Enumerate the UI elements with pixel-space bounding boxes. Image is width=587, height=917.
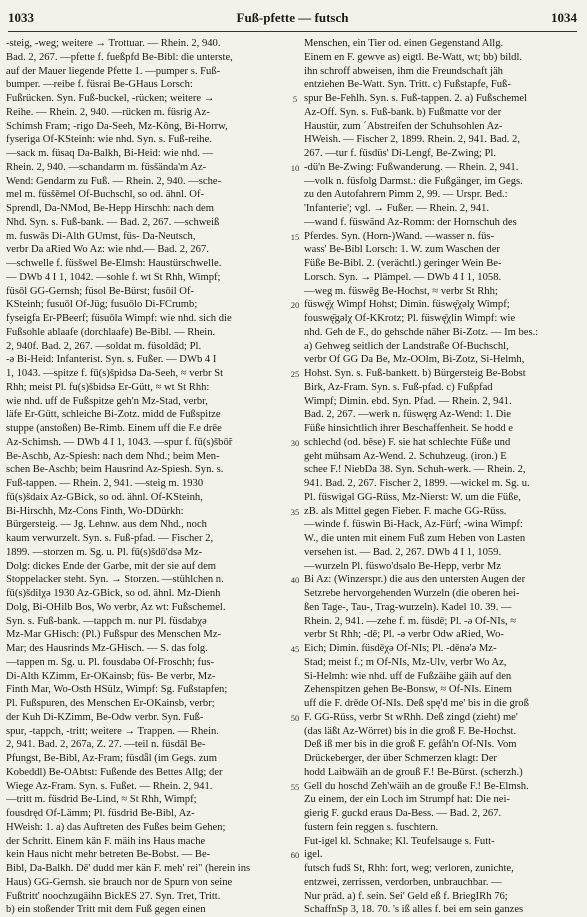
left-column-line: Mar; des Hausrinds Mz-GHisch. — S. das folg. [6,643,208,654]
left-column-line: 1899. —storzen m. Sg. u. Pl. fū(s)šdō'dsə Mz- [6,546,203,558]
left-column-line: Az-Schimsh. — DWb 4 I 1, 1043. —spur f. fū(s)šbō̃r [6,436,233,448]
left-column-line: Bürgersteig. — Jg. Lehnw. aus dem Nhd., noch [6,519,207,531]
left-column-line: -steig, -weg; weitere → Trottuar. — Rhein. 2, 940. [6,38,221,49]
left-column-line: Fuß-tappen. — Rhein. 2, 941. —steig m. 1930 [6,478,204,489]
left-column-line: Nhd. Syn. s. Fuß-bank. — Bad. 2, 267. —schweiß [6,216,220,228]
left-column-line: läfe Er-Gütt, schleiche Bi-Zotz. midd de Fußspitze [6,409,221,421]
left-column-line: auf der Mauer liegende Pfette 1. —pumper s. Fuß- [6,65,221,77]
left-column-line: Rhh; meist Pl. fu(s)šbidsə Er-Gütt, ≈ wt St Rhh: [6,381,210,393]
right-column-line: Stad; meist f.; m Of-NIs, Mz-Ulv, verbr Wo Az, [304,656,507,668]
right-column-line: ihn schroff abweisen, ihm die Freundschaft jäh [304,65,503,77]
left-column-line: kaum verwurzelt. Syn. s. Fuß-pfad. — Fischer 2, [6,533,214,544]
right-column-line: Birk, Az-Fram. Syn. s. Fuß-pfad. c) Fußpfad [304,381,493,393]
left-column-line: stuppe (anstoßen) Be-Rimb. Einem uff die F.e drēe [6,423,222,434]
line-number: 20 [290,300,300,311]
running-header [8,6,577,30]
line-number: 60 [290,850,300,861]
right-column-line: entziehen Be-Watt. Syn. Tritt. c) Fußstapfe, Fuß- [304,79,511,91]
left-column-line: der Schritt. Einem kän F. mäih ins Haus mache [6,835,206,847]
left-column-line: b) ein stoßender Tritt mit dem Fuß gegen einen [6,904,206,916]
right-column-line: —wurzeln Pl. füswo'dsəlo Be-Hepp, verbr Mz [304,560,501,572]
right-column-line: Haustür, zum ´Abstreifen der Schuhsohlen Az- [304,120,503,132]
left-column-line: Bad. 2, 267. —pfette f. fueßpfd Be-Bibl: die unterste, [6,51,233,63]
right-column-line: Az-Off. Syn. s. Fuß-bank. b) Fußmatte vor der [304,106,502,118]
right-column-line: Si-Helmh: wie nhd. uff de Fußzäihe gäih auf den [304,670,512,682]
left-column-line: —tappen m. Sg. u. Pl. fousdabə Of-Froschh; fus- [6,656,215,668]
right-column-line: nhd. Geh de F., do gehschde näher Bi-Zotz. — Im bes.: [304,326,539,338]
right-column-line: futsch fudš St, Rhh: fort, weg; verloren, zunichte, [304,863,514,874]
right-column-line: SchaffnSp 3, 18. 70. 's iß alles f. bei em sein ganzes [304,904,524,916]
right-column-line: ßen Tage-, Tau-, Trag-wurzeln). Kadel 10. 39. — [304,601,512,613]
header-rule [8,31,577,32]
right-column-line: verbr St Rhh; -dē; Pl. -ə verbr Odw aRied, Wo- [304,629,504,641]
left-column-line: Dolg: dickes Ende der Garbe, mit der sie auf dem [6,560,217,572]
left-page-number: 1033 [8,10,34,25]
right-column-line: Nur präd. a) f. sein. Sei' Geld eß f. BriegIRh 76; [304,890,508,902]
left-column-line: —schwelle f. füsšwel Be-Elmsh: Haustürschwelle. [6,258,222,269]
left-column-line: fousdręd Of-Lämm; Pl. füsdrid Be-Bibl, Az- [6,808,195,819]
left-column-line: —tritt m. füsdrid Be-Lind, ≈ St Rhh, Wimpf; [6,794,197,806]
left-column-line: Sprendl, Da-NMod, Be-Hepp Hirschh: nach dem [6,203,215,214]
left-column-line: Wiege Az-Fram. Syn. s. Fußet. — Rhein. 2, 941. [6,780,213,792]
right-column-line: —volk n. füsfolg Darmst.: die Fußgänger, im Gegs. [304,175,523,187]
page-header-title: Fuß-pfette — futsch [236,10,349,25]
right-column-line: fustern fein reggen s. fuschtern. [304,821,439,833]
right-column-line: Pferdes. Syn. (Horn-)Wand. —wasser n. füs- [304,230,495,242]
right-column-line: uff die F. drēde Of-NIs. Deß spę'd me' bis in die groß [304,698,529,709]
right-column-line: verbr Of GG Da Be, Mz-OOlm, Bi-Zotz, Si-Helmh, [304,354,525,366]
right-column-line: schee F.! NiebDa 38. Syn. Schuh-werk. — Rhein. 2, [304,464,526,476]
right-column-line: Hohst. Syn. s. Fuß-bankett. b) Bürgersteig Be-Bobst [304,368,526,379]
left-column-line: Bibl, Da-Balkh. Dē' dudd mer kän F. meh' rei" (herein ins [6,863,251,874]
right-column-line: —weg m. füswēg Be-Hochst, ≈ verbr St Rhh; [304,285,498,297]
line-number: 10 [290,162,300,173]
left-column-line: Dolg, Bi-OHilb Bos, Wo verbr, Az wt: Fußschemel. [6,601,226,613]
right-column-line: 941. Bad. 2, 267. Fischer 2, 1899. —wickel m. Sg. u. [304,478,530,489]
line-number: 40 [290,575,300,586]
line-number: 50 [290,712,300,723]
left-column-line: füsōl GG-Gernsh; füsol Be-Bürst; fusōil Of- [6,285,195,297]
left-column-line: spur, -tappch, -tritt; weitere → Trappen. — Rhein. [6,725,219,737]
right-column-line: Füße Be-Bibl. 2. (verächtl.) geringer Wein Be- [304,258,502,269]
left-column-line: Rhein. 2, 940. —schandarm m. füsšända'm Az- [6,161,207,173]
right-column-line: Drückeberger, der über Schmerzen klagt: Der [304,753,497,764]
left-column-line: Pl. Fußspuren, des Menschen Er-OKainsb, verbr; [6,698,215,709]
right-column-line: fouswę̄gəlχ Of-KKrotz; Pl. füswę̄χlin Wimpf: wie [304,313,516,324]
right-column-line: —wand f. füswänd Az-Romm: der Hornschuh des [304,216,517,228]
right-column-line: Lorsch. Syn. → Plämpel. — DWb 4 I 1, 1058. [304,271,502,283]
line-number: 15 [290,231,300,242]
right-column-line: 'Infanterie'; vgl. → Fußer. — Rhein. 2, 941. [304,203,490,214]
right-column [304,37,578,917]
left-column-line: KSteinh; fusuōl Of-Jüg; fusuōlo Di-FCrumb; [6,299,198,311]
left-column-line: Di-Alth KZimm, Er-OKainsb; füs- Be verbr, Mz- [6,670,216,682]
left-column-line: Wend: Gendarm zu Fuß. — Rhein. 2, 940. —sche- [6,175,222,187]
left-column-line: fū(s)šdilχə 1930 Az-GBick, so od. ähnl. Mz-Dienh [6,588,221,599]
right-column-line: Setzrebe hervorgehenden Wurzeln (die oberen hei- [304,588,520,599]
right-column-line: entzwei, zerrissen, verdorben, unbrauchbar. — [304,876,502,888]
right-column-line: a) Gehweg seitlich der Landstraße Of-Buchschl, [304,340,509,352]
line-number: 30 [290,437,300,448]
left-column-line: Fußrücken. Syn. Fuß-buckel, -rücken; weitere → [6,93,215,104]
right-column-line: Einem en F. gewve as) eigtl. Be-Watt, wt; bb) bildl. [304,51,523,63]
left-column-line: 1, 1043. —spitze f. fū(s)špidsə Da-Seeh, ≈ verbr St [6,368,224,379]
line-number: 35 [290,506,300,517]
right-column-line: (das läßt Az-Wörret) bis in die groß F. Be-Hochst. [304,725,517,737]
right-column-line: füswę̄χ Wimpf Hohst; Dimin. füswę̄χəlχ Wimpf; [304,299,510,311]
right-column-line: Bi Az: (Winzerspr.) die aus den untersten Augen der [304,574,526,586]
left-column-line: Fußtritt' noochzugäihn BickES 27. Syn. Tret, Tritt. [6,890,221,902]
right-column-line: wass' Be-Bibl Lorsch: 1. W. zum Waschen der [304,244,500,256]
right-column-line: versehen ist. — Bad. 2, 267. DWb 4 I 1, 1059. [304,546,502,558]
left-column-line: Pfungst, Be-Bibl, Az-Fram; füsdǟl (im Gegs. zum [6,753,217,764]
right-column-line: —winde f. füswin Bi-Hack, Az-Fürf; -wina Wimpf: [304,519,523,531]
right-column-line: HWeish. — Fischer 2, 1899. Rhein. 2, 941. Bad. 2, [304,134,521,146]
line-number: 55 [290,781,300,792]
right-column-line: zB. als Mittel gegen Fieber. F. mache GG-Rüss. [304,505,507,517]
right-column-line: -dü'n Be-Zwing: Fußwanderung. — Rhein. 2, 941. [304,161,519,173]
left-column-line: -ə Bi-Heid: Infanterist. Syn. s. Fußer. — DWb 4 I [6,354,217,366]
left-column-line: Kobeddl) Be-OAbtst: Fußende des Bettes Allg; der [6,766,223,778]
right-column-line: Deß iß mer bis in die groß F. gefåh'n Of-NIs. Vom [304,739,517,751]
left-column-line: Mz-Mar GHisch: (Pl.) Fußspur des Menschen Mz- [6,629,222,641]
right-column-line: W., die unten mit einem Fuß zum Heben von Lasten [304,533,526,544]
right-column-line: Gell du hoschd Zeh'wäih an de grouße F.! Be-Elmsh. [304,780,529,792]
left-column-line: — DWb 4 I 1, 1042. —sohle f. wt St Rhh, Wimpf; [6,271,221,283]
right-column-line: geht mühsam Az-Wend. 2. Schuhzeug. (iron.) E [304,450,507,462]
right-column-line: hodd Laibwäih an de grouß F.! Be-Bürst. (scherzh.) [304,766,523,778]
right-column-line: schlechd (od. bēse) F. sie hat schlechte Füße und [304,436,511,448]
left-column-line: Be-Aschb, Az-Spiesh: nach dem Nhd.; beim Men- [6,450,220,462]
right-column-line: Bad. 2, 267. —werk n. füswęrg Az-Wend: 1. Die [304,409,511,421]
line-number: 5 [292,94,298,104]
right-column-line: 267. —tur f. füsdüs' Di-Lengf, Be-Zwing; Pl. [304,148,496,159]
left-column-line: Stoppelacker steht. Syn. → Storzen. —stühlchen n. [6,574,224,586]
left-column-line: bumper. —reibe f. füsrai Be-GHaus Lorsch: [6,79,193,91]
right-column-line: Fut-igel kl. Schnake; Kl. Teufelsauge s. Futt- [304,835,495,847]
left-column-line: kein Haus nicht mehr betreten Be-Bobst. — Be- [6,849,211,861]
right-column-line: gierig F. guckd eraus Da-Bess. — Bad. 2, 267. [304,808,502,819]
left-column-line: 2, 941. Bad. 2, 267a, Z. 27. —teil n. füsdāl Be- [6,739,206,751]
right-column-line: Rhein. 2, 941. —zehe f. m. füsdē; Pl. -ə Of-NIs, ≈ [304,615,517,627]
right-column-line: Pl. füswigəl GG-Rüss, Mz-Nierst: W. um die Füße, [304,491,521,503]
right-column-line: Wimpf; Dimin. ebd. Syn. Pfad. — Rhein. 2, 941. [304,395,512,407]
left-column-line: fū(s)šdaix Az-GBick, so od. ähnl. Of-KSteinh, [6,491,203,503]
left-column-line: schen Be-Aschb; beim Hausrind Az-Spiesh. Syn. s. [6,464,224,476]
left-column-line: fyseigfa Er-PBeerf; füsuōla Wimpf: wie nhd. sich die [6,313,232,324]
right-column-line: Füße hinsichtlich ihrer Beschaffenheit. Se hodd e [304,423,513,434]
left-column-line: mel m. füsšēmel Of-Buchschl, so od. ähnl. Of- [6,189,205,201]
left-column-line: Haus) GG-Gernsh. sie brauch nor de Spurn von seine [6,876,233,888]
left-column-line: verbr Da aRied Wo Az: wie nhd.— Bad. 2, 267. [6,244,209,256]
right-column-line: spur Be-Fehlh. Syn. s. Fuß-tappen. 2. a) Fußschemel [304,93,528,104]
right-column-line: Zehenspitzen gehen Be-Bonsw, ≈ Of-NIs. Einem [304,684,512,696]
right-column-line: Menschen, ein Tier od. einen Gegenstand Allg. [304,38,504,49]
left-column [6,37,286,917]
left-column-line: Bi-Hirschh, Mz-Cons Finth, Wo-DDürkh: [6,505,184,517]
right-column-line: Zu einem, der ein Loch im Strumpf hat: Die nei- [304,794,510,806]
left-column-line: wie nhd. uff de Fußspitze geh'n Mz-Stad, verbr, [6,395,208,407]
left-column-line: HWeish: 1. a) das Auftreten des Fußes beim Gehen; [6,821,226,833]
left-column-line: Finth Mar, Wo-Osth HSülz, Wimpf: Sg. Fußstapfen; [6,684,228,696]
left-column-line: fyseriga Of-KSteinh: wie nhd. Syn. s. Fuß-reihe. [6,134,212,146]
right-page-number: 1034 [551,10,577,25]
left-column-line: —sack m. füsaq Da-Balkh, Bi-Heid: wie nhd. — [6,148,214,159]
left-column-line: Fußsohle ablaafe (dorchlaafe) Be-Bibl. — Rhein. [6,326,216,338]
left-column-line: m. fuswās Di-Alth GUmst, füs- Da-Neutsch, [6,230,196,242]
left-column-line: Syn. s. Fuß-bank. —tappch m. nur Pl. füsdabχə [6,615,207,627]
line-number: 45 [290,644,300,654]
left-column-line: der Kuh Di-KZimm, Be-Odw verbr. Syn. Fuß- [6,711,204,723]
left-column-line: 2, 940f. Bad. 2, 267. —soldat m. füsoldād; Pl. [6,340,202,352]
right-column-line: Eich; Dimin. füsdēχə Of-NIs; Pl. -dēnə'ə Mz- [304,643,497,654]
right-column-line: F. GG-Rüss, verbr St wRhh. Deß zingd (zieht) me' [304,711,518,723]
left-column-line: Schimsh Fram; -rigo Da-Seeh, Mz-Kông, Bi-Horrw, [6,120,228,132]
right-column-line: igel. [304,849,323,861]
line-number: 25 [290,369,300,379]
left-column-line: Reihe. — Rhein. 2, 940. —rücken m. füsrig Az- [6,106,210,118]
right-column-line: zu den Autofahrern Pimm 2, 99. — Urspr. Bed.: [304,189,508,201]
